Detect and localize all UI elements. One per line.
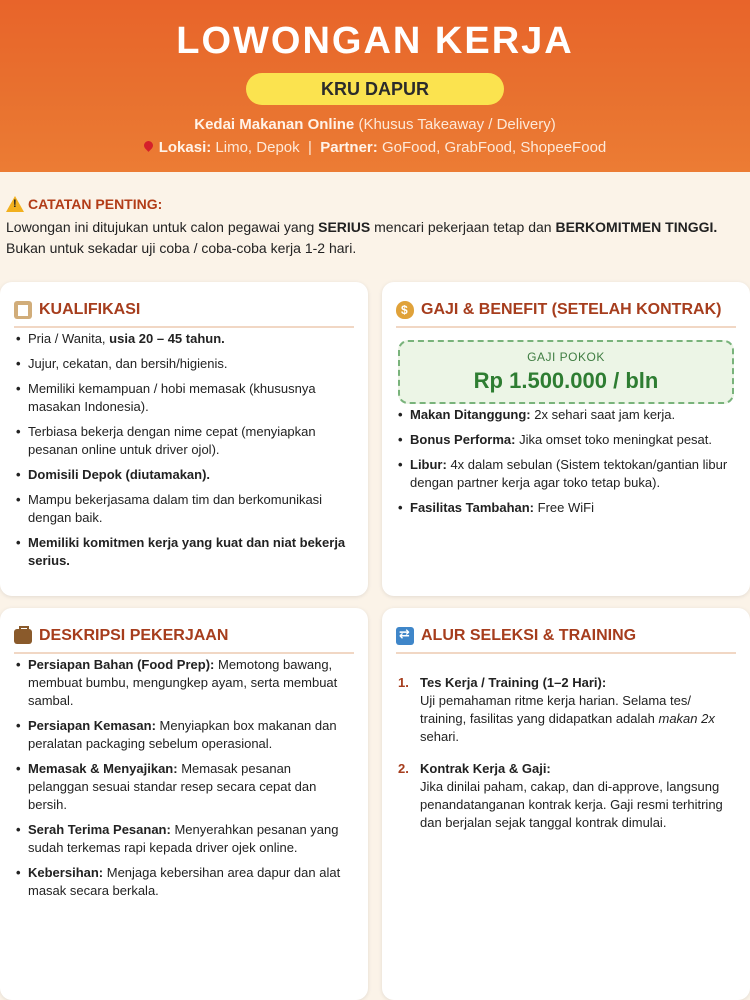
task-text: Menjaga kebersihan area dapur dan alat masak secara berkala.	[28, 865, 341, 898]
notice-text-2: mencari pekerjaan tetap dan	[370, 219, 556, 235]
benefit-text: Free WiFi	[534, 500, 594, 515]
step-text	[420, 692, 738, 746]
task-label: Kebersihan:	[28, 865, 104, 880]
job-description-heading	[14, 620, 354, 654]
list-item	[398, 499, 736, 517]
step-text: Jika dinilai paham, cakap, dan di-approve, langsung penandatanganan kontrak kerja. Gaji resmi terhitring dan berjalan sejak tanggal kontrak dimulai.	[420, 779, 723, 830]
partner-value: GoFood, GrabFood, ShopeeFood	[381, 139, 607, 156]
salary-heading	[396, 294, 736, 328]
money-bag-icon	[396, 301, 414, 319]
task-label: Memasak & Menyajikan:	[28, 761, 178, 776]
list-item	[396, 760, 738, 832]
item-text: Pria / Wanita,	[28, 331, 110, 346]
partner-label: Partner:	[320, 139, 378, 156]
benefit-text: 4x dalam sebulan (Sistem tektokan/gantian libur dengan partner kerja agar toko tetap buka).	[410, 457, 728, 490]
selection-flow-heading	[396, 620, 736, 654]
notice-title: CATATAN PENTING:	[28, 196, 163, 212]
pin-icon	[144, 141, 153, 153]
list-item: • Memiliki komitmen kerja yang kuat dan niat bekerja serius.	[16, 534, 354, 570]
clipboard-icon	[14, 301, 32, 319]
list-item	[16, 717, 354, 753]
job-description-title: DESKRIPSI PEKERJAAN	[39, 627, 229, 644]
job-description-list	[16, 656, 354, 900]
list-item: • Memiliki kemampuan / hobi memasak (khususnya masakan Indonesia).	[16, 380, 354, 416]
benefit-label: Fasilitas Tambahan:	[410, 500, 535, 515]
location-line	[0, 139, 750, 156]
task-text: Memotong bawang, membuat bumbu, mengungkep ayam, serta membuat sambal.	[28, 657, 338, 708]
task-label: Persiapan Bahan (Food Prep):	[28, 657, 215, 672]
step-number: 2.	[398, 761, 409, 776]
notice-text	[6, 217, 746, 259]
step-number: 1.	[398, 675, 409, 690]
task-label: Persiapan Kemasan:	[28, 718, 156, 733]
base-salary-label: GAJI POKOK	[527, 350, 605, 364]
notice-heading	[6, 196, 746, 212]
selection-flow-title: ALUR SELEKSI & TRAINING	[421, 627, 637, 644]
list-item: • Jujur, cekatan, dan bersih/higienis.	[16, 355, 354, 373]
list-item	[16, 864, 354, 900]
salary-benefit-card	[382, 282, 750, 596]
company-note: (Khusus Takeaway / Delivery)	[358, 116, 556, 133]
selection-steps	[396, 674, 738, 832]
briefcase-icon	[14, 629, 32, 644]
job-description-card	[0, 608, 368, 1000]
task-text: Menyiapkan box makanan dan peralatan packaging sebelum operasional.	[28, 718, 337, 751]
warning-icon	[6, 196, 24, 212]
qualifications-title: KUALIFIKASI	[39, 301, 141, 318]
qualifications-card	[0, 282, 368, 596]
qualifications-list	[16, 330, 354, 570]
cycle-icon	[396, 627, 414, 645]
salary-title: GAJI & BENEFIT (SETELAH KONTRAK)	[421, 301, 722, 318]
list-item: • Mampu bekerjasama dalam tim dan berkomunikasi dengan baik.	[16, 491, 354, 527]
location-label: Lokasi:	[158, 139, 212, 156]
list-item	[16, 760, 354, 814]
benefit-list	[398, 406, 736, 517]
list-item	[16, 821, 354, 857]
qualifications-heading	[14, 294, 354, 328]
step-text-b: sehari.	[420, 729, 460, 744]
benefit-label: Bonus Performa:	[410, 432, 516, 447]
list-item	[16, 330, 354, 348]
benefit-text: 2x sehari saat jam kerja.	[530, 407, 676, 422]
task-text: Menyerahkan pesanan yang sudah terkemas rapi kepada driver ojek online.	[28, 822, 339, 855]
page-title: LOWONGAN KERJA	[176, 20, 574, 62]
location-value: Limo, Depok	[215, 139, 300, 156]
list-item	[398, 456, 736, 492]
step-title: Tes Kerja / Training (1–2 Hari):	[420, 675, 607, 690]
notice-text-1: Lowongan ini ditujukan untuk calon pegawai yang	[6, 219, 319, 235]
list-item: • Terbiasa bekerja dengan nime cepat (menyiapkan pesanan online untuk driver ojol).	[16, 423, 354, 459]
notice-bold-1: SERIUS	[318, 219, 371, 235]
task-text: Memasak pesanan pelanggan sesuai standar resep secara cepat dan bersih.	[28, 761, 317, 812]
base-salary-box	[398, 340, 734, 404]
step-title: Kontrak Kerja & Gaji:	[420, 761, 551, 776]
base-salary-value: Rp 1.500.000 / bln	[473, 368, 659, 393]
notice-bold-2: BERKOMITMEN TINGGI.	[555, 219, 718, 235]
list-item	[16, 656, 354, 710]
list-item	[396, 674, 738, 746]
item-bold: usia 20 – 45 tahun.	[109, 331, 225, 346]
list-item	[398, 431, 736, 449]
header-banner	[0, 0, 750, 172]
step-text-a: Uji pemahaman ritme kerja harian. Selama tes/ training, fasilitas yang didapatkan adalah	[420, 693, 691, 726]
position-badge: KRU DAPUR	[246, 73, 504, 105]
company-line	[0, 116, 750, 133]
list-item	[398, 406, 736, 424]
task-label: Serah Terima Pesanan:	[28, 822, 171, 837]
selection-flow-card	[382, 608, 750, 1000]
list-item: • Domisili Depok (diutamakan).	[16, 466, 354, 484]
step-text-em: makan 2x	[658, 711, 715, 726]
separator: |	[307, 139, 312, 156]
company-name: Kedai Makanan Online	[194, 116, 355, 133]
notice-text-3: Bukan untuk sekadar uji coba / coba-coba kerja 1-2 hari.	[6, 240, 357, 256]
benefit-text: Jika omset toko meningkat pesat.	[515, 432, 713, 447]
benefit-label: Libur:	[410, 457, 447, 472]
benefit-label: Makan Ditanggung:	[410, 407, 531, 422]
important-notice	[6, 196, 746, 259]
